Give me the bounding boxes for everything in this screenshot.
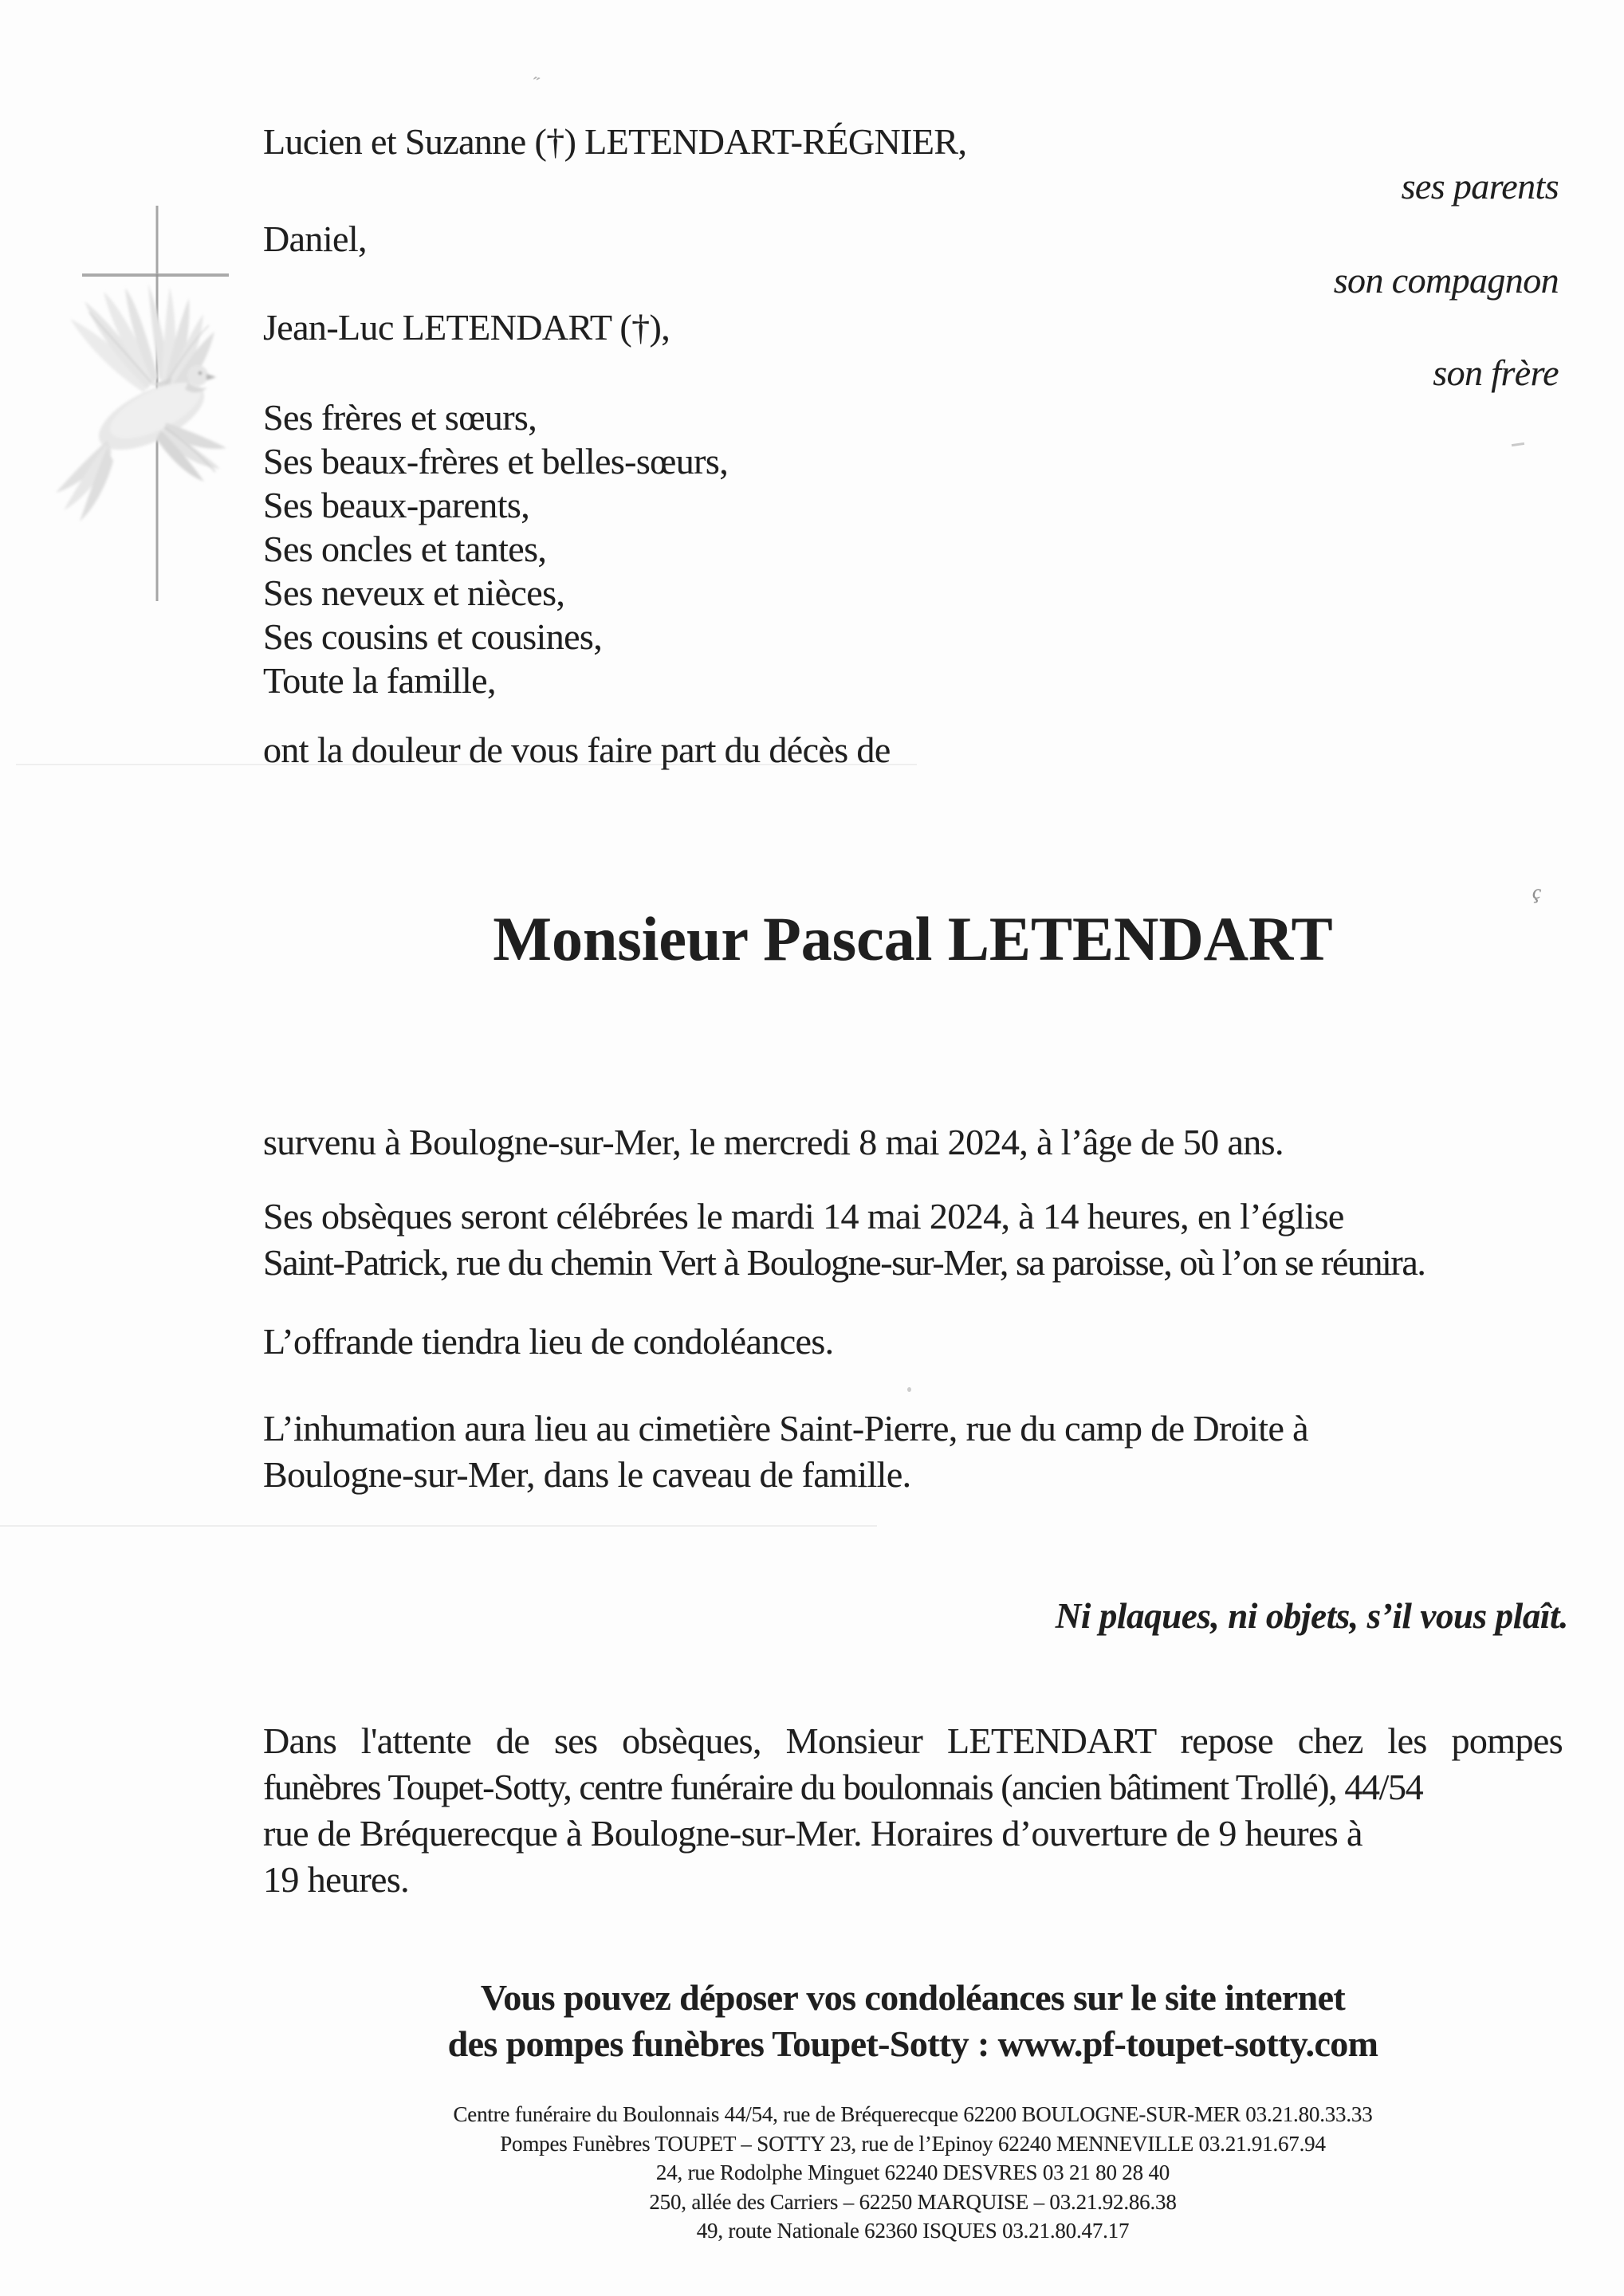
family-line: Toute la famille, [263, 660, 496, 701]
scan-artifact-speck: ˝ [530, 73, 541, 94]
scan-artifact-speck [1512, 442, 1524, 446]
cross-and-dove-graphic [32, 183, 255, 614]
family-line: Ses neveux et nièces, [263, 572, 565, 613]
scan-artifact-speck [907, 1387, 911, 1392]
burial-details-line2: Boulogne-sur-Mer, dans le caveau de famille. [263, 1454, 911, 1495]
family-line: Ses cousins et cousines, [263, 616, 603, 657]
no-plaques-request: Ni plaques, ni objets, s’il vous plaît. [1055, 1596, 1568, 1636]
page-title-deceased-name: Monsieur Pascal LETENDART [493, 904, 1333, 973]
ceremony-details-line2: Saint-Patrick, rue du chemin Vert à Boulogne-sur-Mer, sa paroisse, où l’on se réunira. [263, 1242, 1425, 1283]
announcer-companion-name: Daniel, [263, 218, 367, 259]
scan-artifact-line [16, 764, 917, 765]
relation-label-companion: son compagnon [1333, 260, 1559, 301]
funeral-home-locations [263, 2100, 1563, 2246]
announcer-parents-name: Lucien et Suzanne (†) LETENDART-RÉGNIER, [263, 121, 967, 162]
scan-artifact-speck: ç [1532, 882, 1542, 903]
repose-line: rue de Bréquerecque à Boulogne-sur-Mer. Horaires d’ouverture de 9 heures à [263, 1813, 1363, 1854]
dove-icon [56, 284, 226, 521]
relation-label-parents: ses parents [1401, 166, 1559, 206]
relation-label-brother: son frère [1433, 352, 1559, 393]
condolences-website-line2: des pompes funèbres Toupet-Sotty : www.pf-toupet-sotty.com [447, 2023, 1378, 2064]
announcement-intro: ont la douleur de vous faire part du décès de [263, 729, 891, 770]
offering-note: L’offrande tiendra lieu de condoléances. [263, 1321, 834, 1362]
condolences-website-line1: Vous pouvez déposer vos condoléances sur le site internet [480, 1977, 1346, 2018]
death-details: survenu à Boulogne-sur-Mer, le mercredi 8 mai 2024, à l’âge de 50 ans. [263, 1122, 1284, 1162]
repose-line: funèbres Toupet-Sotty, centre funéraire du boulonnais (ancien bâtiment Trollé), 44/54 [263, 1767, 1423, 1807]
family-line: Ses oncles et tantes, [263, 529, 547, 569]
location-line: 24, rue Rodolphe Minguet 62240 DESVRES 03 21 80 28 40 [655, 2160, 1170, 2184]
announcer-brother-name: Jean-Luc LETENDART (†), [263, 307, 670, 348]
scan-artifact-line [0, 1525, 877, 1527]
repose-line: 19 heures. [263, 1859, 410, 1900]
location-line: Pompes Funèbres TOUPET – SOTTY 23, rue de l’Epinoy 62240 MENNEVILLE 03.21.91.67.94 [500, 2131, 1326, 2156]
location-line: 250, allée des Carriers – 62250 MARQUISE – 03.21.92.86.38 [649, 2189, 1177, 2214]
burial-details-line1: L’inhumation aura lieu au cimetière Saint-Pierre, rue du camp de Droite à [263, 1408, 1308, 1449]
location-line: Centre funéraire du Boulonnais 44/54, rue de Bréquerecque 62200 BOULOGNE-SUR-MER 03.21.80.33.33 [453, 2102, 1373, 2126]
family-line: Ses frères et sœurs, [263, 397, 537, 438]
ceremony-details-line1: Ses obsèques seront célébrées le mardi 14 mai 2024, à 14 heures, en l’église [263, 1196, 1344, 1236]
location-line: 49, route Nationale 62360 ISQUES 03.21.80.47.17 [696, 2219, 1130, 2243]
repose-paragraph [263, 1718, 1563, 1903]
repose-line: Dans l'attente de ses obsèques, Monsieur LETENDART repose chez les pompes [263, 1720, 1563, 1761]
family-line: Ses beaux-frères et belles-sœurs, [263, 441, 729, 482]
family-line: Ses beaux-parents, [263, 485, 530, 525]
